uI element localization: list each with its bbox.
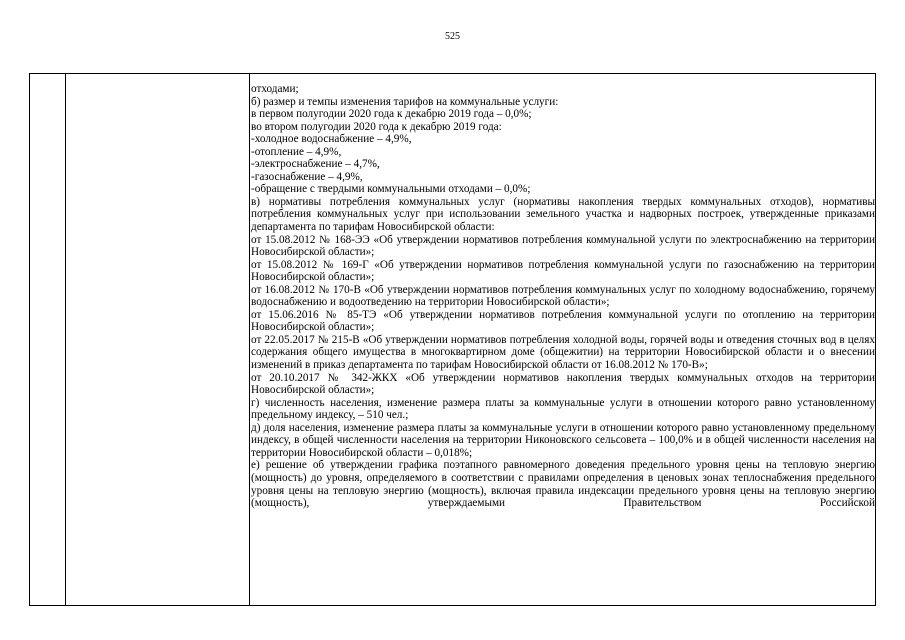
- paragraph: от 20.10.2017 № 342-ЖКХ «Об утверждении нормативов накопления твердых коммунальных отходов на территории Новосибирской области»;: [251, 371, 875, 397]
- paragraph: -электроснабжение – 4,7%,: [251, 158, 380, 171]
- paragraph: отходами;: [251, 83, 299, 95]
- paragraph: от 15.08.2012 № 169-Г «Об утверждении нормативов потребления коммунальной услуги по газоснабжению на территории Новосибирской области»;: [251, 258, 875, 284]
- table-column-divider: [249, 74, 250, 605]
- table-cell-text: [251, 83, 875, 510]
- document-table: [29, 73, 876, 606]
- paragraph: во втором полугодии 2020 года к декабрю 2019 года:: [251, 120, 502, 133]
- paragraph: в) нормативы потребления коммунальных услуг (нормативы накопления твердых коммунальных отходов), нормативы потребления коммунальных услуг при использовании земельного участка и надворных построек, утвержденные приказами департамента по тарифам Новосибирской области:: [251, 195, 875, 234]
- paragraph: от 16.08.2012 № 170-В «Об утверждении нормативов потребления коммунальных услуг по холодному водоснабжению, горячему водоснабжению и водоотведению на территории Новосибирской области»;: [251, 283, 875, 309]
- paragraph: от 22.05.2017 № 215-В «Об утверждении нормативов потребления холодной воды, горячей воды и отведения сточных вод в целях содержания общего имущества в многоквартирном доме (общежитии) на территории Новосибирской области и о внесении изменений в приказ департамента по тарифам Новосибирской области от 16.08.2012 № 170-В»;: [251, 333, 875, 372]
- table-column-divider: [65, 74, 66, 605]
- paragraph: от 15.08.2012 № 168-ЭЭ «Об утверждении нормативов потребления коммунальной услуги по электроснабжению на территории Новосибирской области»;: [251, 233, 875, 259]
- paragraph: в первом полугодии 2020 года к декабрю 2019 года – 0,0%;: [251, 108, 532, 121]
- paragraph: г) численность населения, изменение размера платы за коммунальные услуги в отношении которого равно установленному предельному индексу, – 510 чел.;: [251, 396, 875, 422]
- paragraph: е) решение об утверждении графика поэтапного равномерного доведения предельного уровня цены на тепловую энергию (мощность) до уровня, определяемого в соответствии с правилами определения в ценовых зонах теплоснабжения предельного уровня цены на тепловую энергию (мощность), включая правила индексации предельного уровня цены на тепловую энергию (мощность), утверждаемыми Правительством Российской: [251, 459, 875, 510]
- paragraph: -газоснабжение – 4,9%,: [251, 170, 363, 183]
- paragraph: -обращение с твердыми коммунальными отходами – 0,0%;: [251, 183, 531, 196]
- paragraph: от 15.06.2016 № 85-ТЭ «Об утверждении нормативов потребления коммунальной услуги по отоплению на территории Новосибирской области»;: [251, 308, 875, 334]
- paragraph: -отопление – 4,9%,: [251, 145, 342, 158]
- page-number: 525: [445, 31, 460, 42]
- paragraph: д) доля населения, изменение размера платы за коммунальные услуги в отношении которого равно установленному предельному индексу, в общей численности населения на территории Никоновского сельсовета – 100,0% и в общей численности населения на территории Новосибирской области – 0,018%;: [251, 421, 875, 459]
- paragraph: -холодное водоснабжение – 4,9%,: [251, 133, 412, 146]
- paragraph: б) размер и темпы изменения тарифов на коммунальные услуги:: [251, 95, 559, 108]
